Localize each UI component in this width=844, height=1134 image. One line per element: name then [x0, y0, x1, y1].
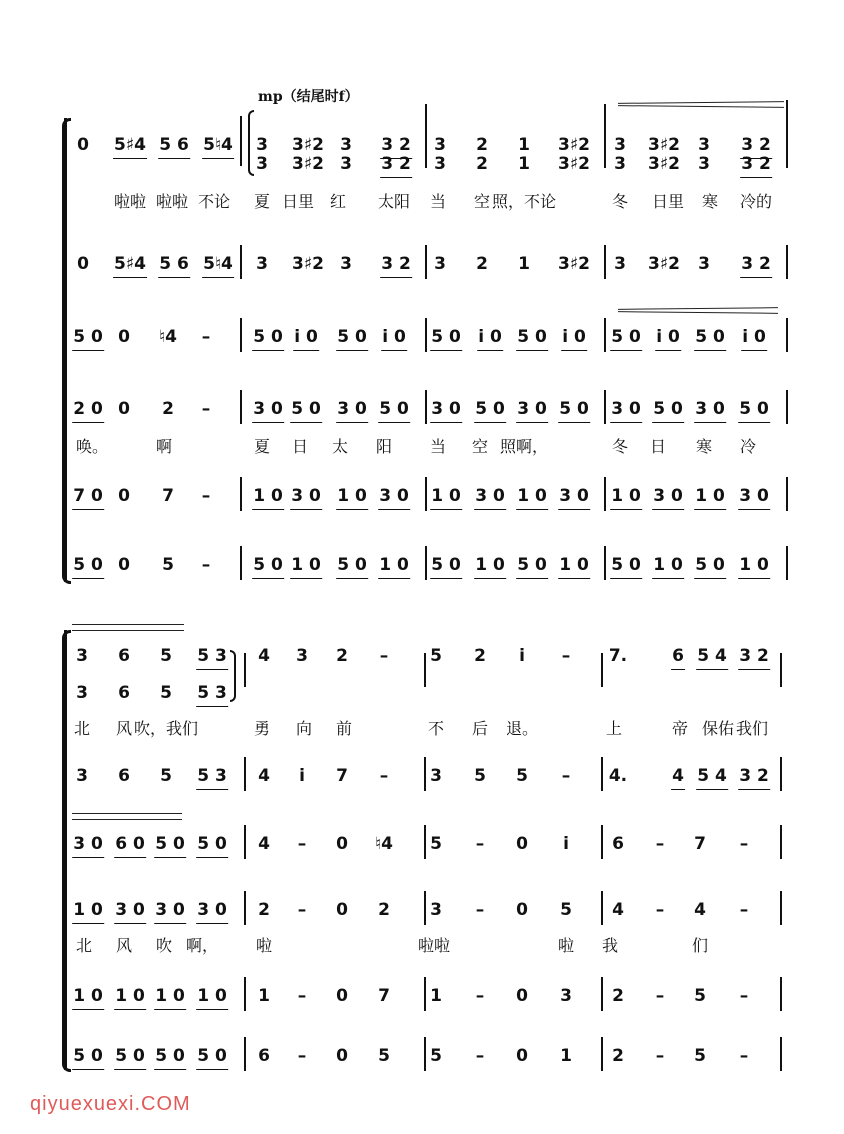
jianpu-note: 2 — [476, 135, 488, 155]
jianpu-note: 2 — [476, 254, 488, 274]
jianpu-note: – — [739, 900, 749, 920]
jianpu-note: 1 — [430, 986, 442, 1006]
jianpu-note: 1 0 — [197, 986, 227, 1006]
jianpu-note: 5 — [474, 766, 486, 786]
jianpu-note: 5♯4 — [114, 135, 146, 155]
notation-line — [0, 485, 844, 515]
lyric-syllable: 冬 — [611, 192, 629, 211]
lyric-syllable: 啦啦 — [155, 192, 189, 211]
jianpu-note: – — [201, 555, 211, 575]
jianpu-note: 5 0 — [517, 327, 547, 347]
jianpu-note: 3 — [614, 135, 626, 155]
jianpu-note: 1 0 — [115, 986, 145, 1006]
lyric-syllable: 后 — [471, 719, 489, 738]
lyric-syllable: 保佑 — [701, 719, 735, 738]
jianpu-note: – — [739, 986, 749, 1006]
jianpu-note: 5 0 — [475, 399, 505, 419]
jianpu-note: 3 — [434, 154, 446, 174]
crescendo-hairpin — [618, 101, 784, 104]
lyric-syllable: 红 — [329, 192, 347, 211]
notation-line — [0, 253, 844, 283]
jianpu-note: 7 — [694, 834, 706, 854]
jianpu-note: 6 — [258, 1046, 270, 1066]
jianpu-note: 3 0 — [73, 834, 103, 854]
jianpu-note: 5 0 — [291, 399, 321, 419]
jianpu-note: 4 — [694, 900, 706, 920]
jianpu-note: 3 0 — [253, 399, 283, 419]
jianpu-note: – — [655, 900, 665, 920]
jianpu-note: 3 0 — [197, 900, 227, 920]
jianpu-note: 5 — [430, 646, 442, 666]
jianpu-note: 3 0 — [739, 486, 769, 506]
jianpu-note: 2 — [612, 1046, 624, 1066]
lyric-syllable: 上 — [605, 719, 623, 738]
jianpu-note: 5♮4 — [203, 254, 233, 274]
jianpu-note: 1 0 — [379, 555, 409, 575]
lyric-syllable: 我们 — [735, 719, 769, 738]
jianpu-note: 3 0 — [653, 486, 683, 506]
lyric-syllable: 前 — [335, 719, 353, 738]
jianpu-note: 3 2 — [741, 254, 771, 274]
lyric-syllable: 日 — [649, 437, 667, 456]
jianpu-note: 0 — [336, 900, 348, 920]
jianpu-note: 5 — [694, 1046, 706, 1066]
jianpu-note: – — [655, 834, 665, 854]
jianpu-note: 3 — [430, 900, 442, 920]
jianpu-note: 5 — [162, 555, 174, 575]
jianpu-note: 5 0 — [653, 399, 683, 419]
lyric-syllable: 日里 — [651, 192, 685, 211]
lyric-syllable: 啦啦 — [113, 192, 147, 211]
jianpu-note: 5 0 — [611, 327, 641, 347]
jianpu-note: 3 — [256, 135, 268, 155]
notation-line — [0, 1045, 844, 1075]
jianpu-note: 3♯2 — [648, 154, 680, 174]
jianpu-note: 3 — [340, 154, 352, 174]
jianpu-note: 4. — [608, 766, 628, 786]
lyric-syllable: 我 — [601, 936, 619, 955]
lyric-line — [0, 718, 844, 748]
jianpu-note: 3 — [256, 254, 268, 274]
jianpu-note: 4 — [258, 834, 270, 854]
jianpu-note: – — [379, 646, 389, 666]
jianpu-note: 7 0 — [73, 486, 103, 506]
jianpu-note: 7 — [378, 986, 390, 1006]
jianpu-note: 4 — [672, 766, 684, 786]
crescendo-hairpin — [72, 624, 184, 625]
jianpu-note: – — [297, 834, 307, 854]
lyric-syllable: 夏 — [253, 437, 271, 456]
jianpu-note: 3 — [698, 154, 710, 174]
jianpu-note: 5 — [160, 646, 172, 666]
jianpu-note: 3 0 — [475, 486, 505, 506]
jianpu-note: 5 — [430, 1046, 442, 1066]
crescendo-hairpin — [618, 307, 778, 310]
crescendo-hairpin — [72, 819, 182, 820]
jianpu-note: 1 0 — [337, 486, 367, 506]
jianpu-note: 5 — [378, 1046, 390, 1066]
jianpu-note: i — [563, 834, 569, 854]
lyric-syllable: 照，不论 — [491, 192, 557, 211]
lyric-syllable: 吹 — [155, 936, 173, 955]
jianpu-note: 1 0 — [253, 486, 283, 506]
jianpu-note: 6 0 — [115, 834, 145, 854]
jianpu-note: 5 6 — [159, 135, 189, 155]
jianpu-note: 5 0 — [559, 399, 589, 419]
jianpu-note: 5 0 — [155, 834, 185, 854]
jianpu-note: – — [739, 1046, 749, 1066]
jianpu-note: 6 — [612, 834, 624, 854]
jianpu-note: 2 — [258, 900, 270, 920]
jianpu-note: 5 3 — [197, 766, 227, 786]
jianpu-note: 1 0 — [611, 486, 641, 506]
lyric-line — [0, 191, 844, 221]
jianpu-note: 1 0 — [653, 555, 683, 575]
crescendo-hairpin — [618, 105, 784, 108]
jianpu-note: 3 0 — [115, 900, 145, 920]
jianpu-note: 1 — [518, 135, 530, 155]
lyric-syllable: 冷的 — [739, 192, 773, 211]
jianpu-note: – — [201, 399, 211, 419]
jianpu-note: 3 — [256, 154, 268, 174]
lyric-syllable: 啦 — [255, 936, 273, 955]
jianpu-note: 5 0 — [253, 555, 283, 575]
jianpu-note: 2 — [162, 399, 174, 419]
jianpu-note: 5 0 — [517, 555, 547, 575]
jianpu-note: 5 4 — [697, 646, 727, 666]
jianpu-note: 3 2 — [741, 154, 771, 174]
jianpu-note: 3♯2 — [648, 135, 680, 155]
lyric-syllable: 不论 — [197, 192, 231, 211]
jianpu-note: i — [299, 766, 305, 786]
jianpu-note: 5 0 — [337, 555, 367, 575]
jianpu-note: 3 0 — [559, 486, 589, 506]
jianpu-note: 3♯2 — [648, 254, 680, 274]
jianpu-note: 1 — [518, 154, 530, 174]
jianpu-note: 3 0 — [695, 399, 725, 419]
jianpu-note: 1 0 — [431, 486, 461, 506]
jianpu-note: 5 0 — [197, 1046, 227, 1066]
jianpu-note: 5 3 — [197, 646, 227, 666]
jianpu-note: 5 — [516, 766, 528, 786]
jianpu-note: 3 2 — [381, 154, 411, 174]
lyric-syllable: 啦 — [557, 936, 575, 955]
lyric-syllable: 夏 — [253, 192, 271, 211]
jianpu-note: 5 0 — [73, 1046, 103, 1066]
jianpu-note: 2 — [378, 900, 390, 920]
jianpu-note: 0 — [118, 327, 130, 347]
notation-line — [0, 398, 844, 428]
jianpu-note: 3 — [560, 986, 572, 1006]
lyric-syllable: 寒 — [701, 192, 719, 211]
lyric-syllable: 冷 — [739, 437, 757, 456]
jianpu-note: 3♯2 — [558, 254, 590, 274]
notation-line — [0, 153, 844, 183]
lyric-syllable: 日里 — [281, 192, 315, 211]
jianpu-note: 2 — [474, 646, 486, 666]
jianpu-note: 5 0 — [337, 327, 367, 347]
jianpu-note: 3 2 — [739, 766, 769, 786]
jianpu-note: 0 — [516, 900, 528, 920]
jianpu-note: 1 0 — [739, 555, 769, 575]
lyric-syllable: 太 — [331, 437, 349, 456]
lyric-syllable: 风 — [115, 719, 133, 738]
jianpu-note: 3 — [76, 766, 88, 786]
jianpu-note: 1 0 — [73, 900, 103, 920]
jianpu-note: 5 3 — [197, 683, 227, 703]
lyric-syllable: 啊 — [155, 437, 173, 456]
jianpu-note: – — [561, 646, 571, 666]
jianpu-note: 2 — [476, 154, 488, 174]
jianpu-note: 3 2 — [381, 135, 411, 155]
lyric-syllable: 北 — [73, 719, 91, 738]
lyric-syllable: 吹，我们 — [133, 719, 199, 738]
jianpu-note: i 0 — [294, 327, 318, 347]
jianpu-note: 5 0 — [253, 327, 283, 347]
jianpu-note: i 0 — [742, 327, 766, 347]
notation-line — [0, 645, 844, 675]
jianpu-note: 7 — [336, 766, 348, 786]
jianpu-note: 3 — [296, 646, 308, 666]
jianpu-note: 5 0 — [115, 1046, 145, 1066]
lyric-syllable: 啊， — [185, 936, 219, 955]
jianpu-note: 0 — [118, 555, 130, 575]
jianpu-note: 2 — [336, 646, 348, 666]
jianpu-note: 6 — [118, 766, 130, 786]
jianpu-note: 0 — [77, 254, 89, 274]
jianpu-note: 5 0 — [431, 327, 461, 347]
jianpu-note: 3 2 — [739, 646, 769, 666]
jianpu-note: 5 — [160, 683, 172, 703]
jianpu-note: – — [297, 900, 307, 920]
jianpu-note: 3 — [340, 254, 352, 274]
jianpu-note: 0 — [336, 1046, 348, 1066]
lyric-syllable: 空 — [471, 437, 489, 456]
jianpu-note: 1 0 — [559, 555, 589, 575]
notation-line — [0, 833, 844, 863]
jianpu-note: i 0 — [382, 327, 406, 347]
jianpu-note: 2 — [612, 986, 624, 1006]
jianpu-note: 0 — [336, 834, 348, 854]
jianpu-note: – — [475, 900, 485, 920]
jianpu-note: 0 — [516, 1046, 528, 1066]
jianpu-note: 3 0 — [155, 900, 185, 920]
jianpu-note: 1 0 — [291, 555, 321, 575]
jianpu-note: 3♯2 — [292, 135, 324, 155]
jianpu-note: 5♯4 — [114, 254, 146, 274]
jianpu-note: 3♯2 — [292, 154, 324, 174]
jianpu-note: 5 0 — [431, 555, 461, 575]
dynamics-marking: mp（结尾时f） — [258, 89, 359, 105]
jianpu-note: 3 — [698, 135, 710, 155]
lyric-syllable: 向 — [295, 719, 313, 738]
lyric-syllable: 当 — [429, 437, 447, 456]
lyric-syllable: 不 — [427, 719, 445, 738]
jianpu-note: 6 — [672, 646, 684, 666]
jianpu-note: 3 2 — [381, 254, 411, 274]
jianpu-note: i — [519, 646, 525, 666]
jianpu-note: 5 0 — [155, 1046, 185, 1066]
jianpu-note: 6 — [118, 683, 130, 703]
jianpu-note: 5 0 — [739, 399, 769, 419]
jianpu-note: – — [201, 327, 211, 347]
lyric-syllable: 北 — [75, 936, 93, 955]
jianpu-note: 3 0 — [611, 399, 641, 419]
jianpu-note: 3 — [434, 135, 446, 155]
jianpu-note: ♮4 — [375, 834, 393, 854]
jianpu-note: – — [655, 1046, 665, 1066]
jianpu-note: 5♮4 — [203, 135, 233, 155]
jianpu-note: 0 — [516, 986, 528, 1006]
jianpu-note: – — [655, 986, 665, 1006]
jianpu-note: – — [201, 486, 211, 506]
jianpu-note: 3 0 — [291, 486, 321, 506]
notation-line — [0, 765, 844, 795]
notation-line — [0, 985, 844, 1015]
jianpu-note: – — [475, 986, 485, 1006]
lyric-syllable: 们 — [691, 936, 709, 955]
jianpu-note: i 0 — [478, 327, 502, 347]
jianpu-note: 1 0 — [475, 555, 505, 575]
jianpu-note: 5 0 — [379, 399, 409, 419]
jianpu-note: 3 — [614, 254, 626, 274]
jianpu-note: 4 — [258, 646, 270, 666]
jianpu-note: – — [475, 834, 485, 854]
jianpu-note: 5 0 — [73, 555, 103, 575]
jianpu-note: 0 — [516, 834, 528, 854]
jianpu-note: 5 0 — [73, 327, 103, 347]
jianpu-note: 3 2 — [741, 135, 771, 155]
jianpu-note: – — [379, 766, 389, 786]
lyric-syllable: 帝 — [671, 719, 689, 738]
jianpu-note: 1 0 — [517, 486, 547, 506]
notation-line — [0, 682, 844, 712]
jianpu-note: 3♯2 — [558, 154, 590, 174]
jianpu-note: 7. — [608, 646, 628, 666]
notation-line — [0, 326, 844, 356]
jianpu-note: i 0 — [562, 327, 586, 347]
lyric-syllable: 太阳 — [377, 192, 411, 211]
jianpu-note: 1 0 — [155, 986, 185, 1006]
jianpu-note: – — [561, 766, 571, 786]
jianpu-note: 0 — [118, 486, 130, 506]
jianpu-note: 5 — [560, 900, 572, 920]
crescendo-hairpin — [618, 311, 778, 314]
crescendo-hairpin — [72, 630, 184, 631]
jianpu-note: 0 — [77, 135, 89, 155]
notation-line — [0, 554, 844, 584]
jianpu-note: 3 — [614, 154, 626, 174]
jianpu-note: 1 0 — [73, 986, 103, 1006]
jianpu-note: i 0 — [656, 327, 680, 347]
lyric-syllable: 勇 — [253, 719, 271, 738]
jianpu-note: 4 — [258, 766, 270, 786]
jianpu-note: 1 0 — [695, 486, 725, 506]
jianpu-note: 3 — [76, 683, 88, 703]
lyric-syllable: 寒 — [695, 437, 713, 456]
lyric-syllable: 啦啦 — [417, 936, 451, 955]
jianpu-note: 3 0 — [337, 399, 367, 419]
notation-line — [0, 899, 844, 929]
jianpu-note: – — [739, 834, 749, 854]
jianpu-note: 7 — [162, 486, 174, 506]
jianpu-note: 5 6 — [159, 254, 189, 274]
site-watermark: qiyuexuexi.COM — [30, 1093, 191, 1115]
jianpu-note: 1 — [258, 986, 270, 1006]
jianpu-note: 5 0 — [197, 834, 227, 854]
lyric-syllable: 冬 — [611, 437, 629, 456]
jianpu-note: 1 — [560, 1046, 572, 1066]
lyric-syllable: 当 — [429, 192, 447, 211]
jianpu-note: 4 — [612, 900, 624, 920]
lyric-syllable: 照啊， — [499, 437, 549, 456]
lyric-syllable: 阳 — [375, 437, 393, 456]
jianpu-note: 6 — [118, 646, 130, 666]
lyric-syllable: 退。 — [505, 719, 539, 738]
jianpu-note: 5 — [694, 986, 706, 1006]
lyric-line — [0, 436, 844, 466]
jianpu-note: 5 — [160, 766, 172, 786]
lyric-line — [0, 935, 844, 965]
jianpu-note: 5 0 — [611, 555, 641, 575]
jianpu-note: 3 — [698, 254, 710, 274]
jianpu-note: 5 0 — [695, 327, 725, 347]
jianpu-note: – — [475, 1046, 485, 1066]
jianpu-note: 3♯2 — [292, 254, 324, 274]
lyric-syllable: 日 — [291, 437, 309, 456]
jianpu-note: 3 — [340, 135, 352, 155]
lyric-syllable: 风 — [115, 936, 133, 955]
jianpu-note: – — [297, 986, 307, 1006]
jianpu-note: 5 4 — [697, 766, 727, 786]
lyric-syllable: 唤。 — [75, 437, 109, 456]
jianpu-note: ♮4 — [159, 327, 177, 347]
jianpu-note: 0 — [118, 399, 130, 419]
jianpu-note: 3 — [76, 646, 88, 666]
jianpu-note: 3 0 — [517, 399, 547, 419]
jianpu-note: 3 0 — [379, 486, 409, 506]
jianpu-note: 3 0 — [431, 399, 461, 419]
jianpu-note: 0 — [336, 986, 348, 1006]
jianpu-note: 1 — [518, 254, 530, 274]
jianpu-note: 5 — [430, 834, 442, 854]
jianpu-note: 3 — [434, 254, 446, 274]
jianpu-note: 5 0 — [695, 555, 725, 575]
crescendo-hairpin — [72, 813, 182, 814]
lyric-syllable: 空 — [473, 192, 491, 211]
jianpu-note: – — [297, 1046, 307, 1066]
jianpu-note: 3 — [430, 766, 442, 786]
jianpu-note: 3♯2 — [558, 135, 590, 155]
jianpu-note: 2 0 — [73, 399, 103, 419]
